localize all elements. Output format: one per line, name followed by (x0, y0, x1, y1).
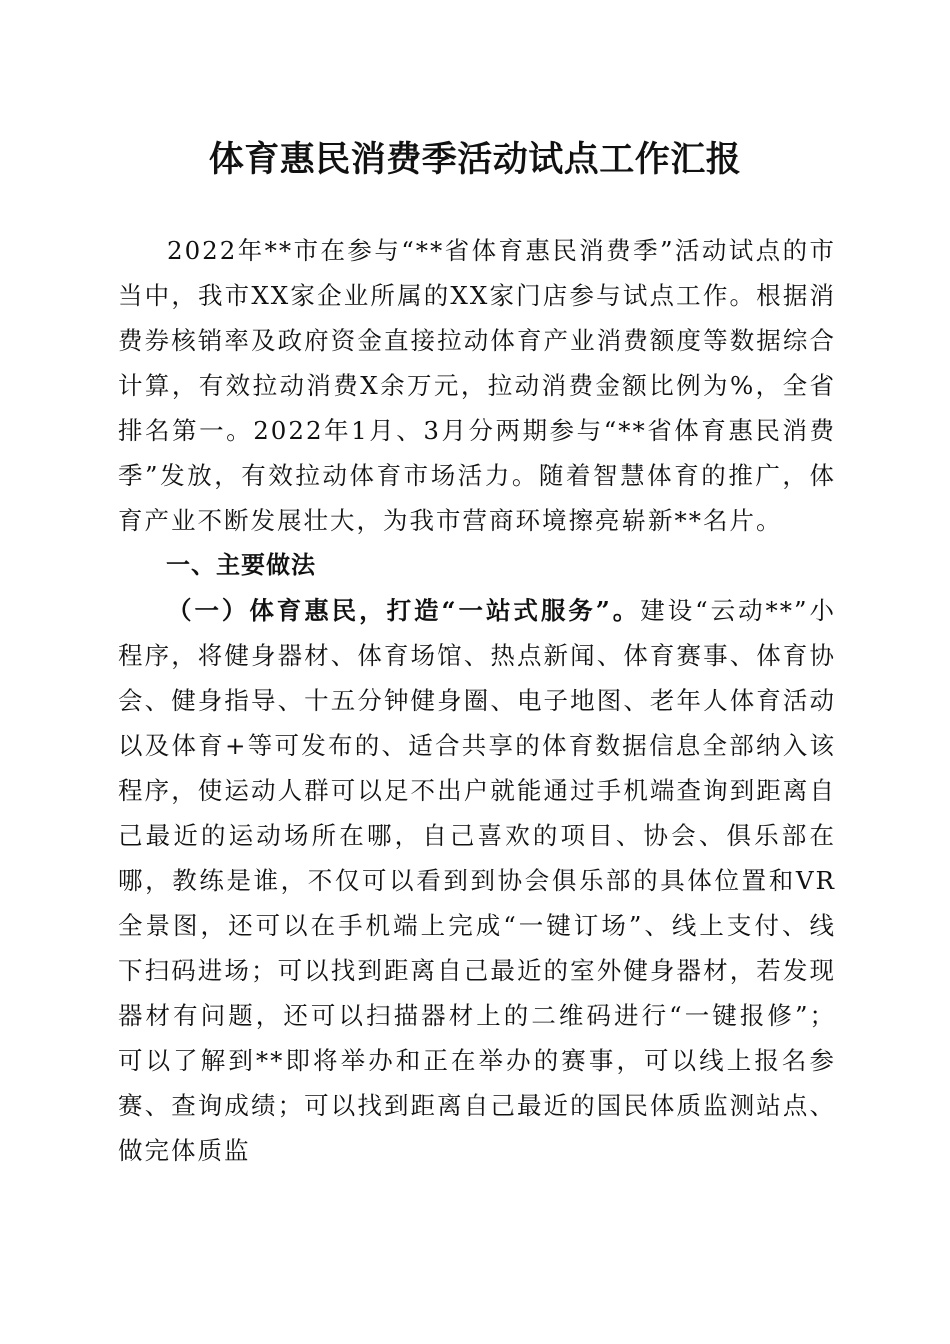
section-1-item-1-paragraph (118, 588, 836, 1173)
document-body (118, 228, 836, 1173)
intro-paragraph: 2022年**市在参与“**省体育惠民消费季”活动试点的市当中，我市XX家企业所属的XX家门店参与试点工作。根据消费券核销率及政府资金直接拉动体育产业消费额度等数据综合计算，有效拉动消费X余万元，拉动消费金额比例为%，全省排名第一。2022年1月、3月分两期参与“**省体育惠民消费季”发放，有效拉动体育市场活力。随着智慧体育的推广，体育产业不断发展壮大，为我市营商环境擦亮崭新**名片。 (118, 236, 836, 535)
item-1-heading: （一）体育惠民，打造“一站式服务”。 (167, 596, 641, 625)
document-title: 体育惠民消费季活动试点工作汇报 (208, 139, 742, 180)
item-1-body: 建设“云动**”小程序，将健身器材、体育场馆、热点新闻、体育赛事、体育协会、健身指导、十五分钟健身圈、电子地图、老年人体育活动以及体育+等可发布的、适合共享的体育数据信息全部纳入该程序，使运动人群可以足不出户就能通过手机端查询到距离自己最近的运动场所在哪，自己喜欢的项目、协会、俱乐部在哪，教练是谁，不仅可以看到到协会俱乐部的具体位置和VR全景图，还可以在手机端上完成“一键订场”、线上支付、线下扫码进场；可以找到距离自己最近的室外健身器材，若发现器材有问题，还可以扫描器材上的二维码进行“一键报修”；可以了解到**即将举办和正在举办的赛事，可以线上报名参赛、查询成绩；可以找到距离自己最近的国民体质监测站点、做完体质监 (118, 596, 836, 1165)
section-heading-main-practices: 一、主要做法 (166, 551, 316, 579)
